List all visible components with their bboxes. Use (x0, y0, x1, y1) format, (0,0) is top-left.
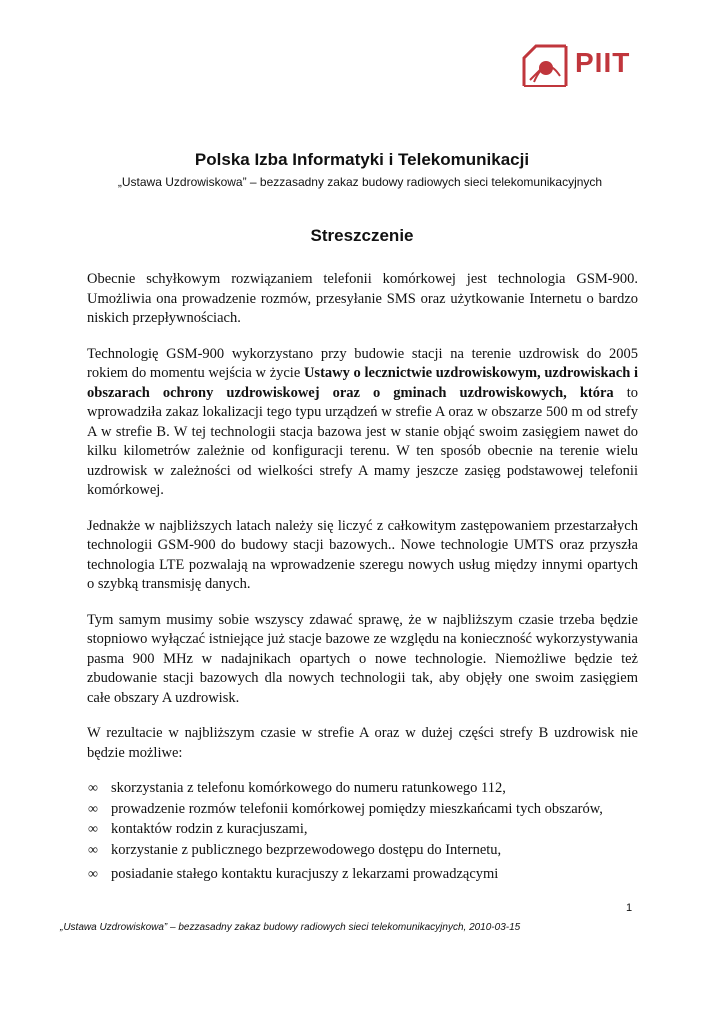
list-item (87, 779, 638, 799)
paragraph-4: Tym samym musimy sobie wszyscy zdawać sprawę, że w najbliższym czasie trzeba będzie stopniowo wyłączać istniejące już stacje bazowe ze względu na konieczność wykorzystywania pasma 900 MHz w nadajnikach opartych o nowe technologie. Niemożliwe będzie też zbudowanie stacji bazowych dla nowych technologii tak, aby objęły one swoim zasięgiem całe obszary A uzdrowisk. (87, 611, 638, 706)
infinity-bullet-icon: ∞ (88, 801, 98, 817)
page-number: 1 (626, 902, 633, 914)
paragraph-3: Jednakże w najbliższych latach należy się liczyć z całkowitym zastępowaniem przestarzałych technologii GSM-900 do budowy stacji bazowych.. Nowe technologie UMTS oraz przyszła technologia LTE pozwalają na wprowadzenie szeregu nowych usług między innymi opartych o szybką transmisję danych. (87, 517, 638, 592)
infinity-bullet-icon: ∞ (88, 781, 98, 796)
infinity-bullet-icon: ∞ (88, 842, 98, 858)
infinity-bullet-icon: ∞ (88, 822, 98, 837)
paragraph-2-text-cont: to wprowadziła zakaz lokalizacji tego typu urządzeń w strefie A oraz w obszarze 500 m od strefy A w strefie B. W tej technologii stacja bazowa jest w stanie objąć swoim zasięgiem nawet do kilku kilometrów zależnie od konfiguracji terenu. W ten sposób obecnie na terenie wielu uzdrowisk w zależności od wielkości strefy A mamy jeszcze zasięg podstawowej telefonii komórkowej. (87, 384, 638, 498)
list-item (87, 800, 638, 820)
list-item (87, 865, 638, 885)
paragraph-2-text: Technologię GSM-900 wykorzystano przy budowie stacji na terenie uzdrowisk do 2005 rokiem do momentu wejścia w życie (87, 345, 638, 381)
list-item-text: kontaktów rodzin z kuracjuszami, (111, 821, 308, 837)
paragraph-5: W rezultacie w najbliższym czasie w strefie A oraz w dużej części strefy B uzdrowisk nie będzie możliwe: (87, 725, 638, 761)
list-item-text: posiadanie stałego kontaktu kuracjuszy z lekarzami prowadzącymi (111, 866, 499, 882)
list-item (87, 841, 638, 861)
list-item-text: korzystanie z publicznego bezprzewodowego dostępu do Internetu, (111, 841, 502, 858)
list-item (87, 820, 638, 840)
paragraph-2 (87, 345, 638, 501)
document-title: Polska Izba Informatyki i Telekomunikacji (194, 150, 530, 169)
infinity-bullet-icon: ∞ (88, 867, 98, 882)
act-name: Ustawy o lecznictwie uzdrowiskowym, uzdrowiskach i obszarach ochrony uzdrowiskowej oraz o gminach uzdrowiskowych, która (87, 365, 638, 401)
list-item-text: skorzystania z telefonu komórkowego do numeru ratunkowego 112, (111, 780, 506, 796)
list-item-text: prowadzenie rozmów telefonii komórkowej pomiędzy mieszkańcami tych obszarów, (111, 800, 603, 817)
page-footer: „Ustawa Uzdrowiskowa” – bezzasadny zakaz budowy radiowych sieci telekomunikacyjnych, 2010-03-15 (60, 922, 521, 933)
paragraph-1: Obecnie schyłkowym rozwiązaniem telefonii komórkowej jest technologia GSM-900. Umożliwia ona prowadzenie rozmów, przesyłanie SMS oraz użytkowanie Internetu o bardzo niskich przepływnościach. (87, 271, 638, 326)
bullet-list (87, 779, 638, 885)
piit-emblem-icon (520, 40, 572, 90)
section-heading: Streszczenie (310, 226, 414, 245)
piit-logo (520, 40, 640, 90)
document-body (87, 270, 638, 886)
document-subtitle: „Ustawa Uzdrowiskowa” – bezzasadny zakaz budowy radiowych sieci telekomunikacyjnych (117, 175, 603, 189)
logo-text: PIIT (575, 47, 631, 78)
